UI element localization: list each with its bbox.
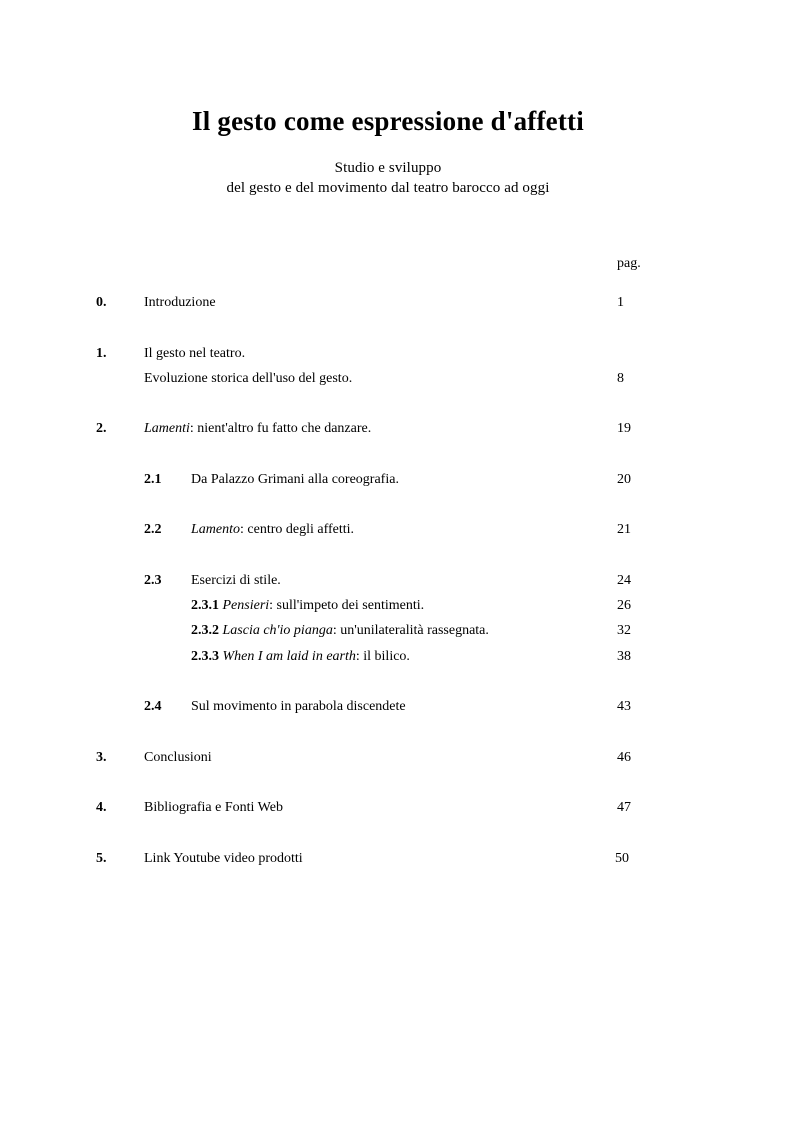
toc-entry-gesto-teatro-line2 <box>0 369 793 389</box>
toc-entry-2-3 <box>0 571 793 591</box>
toc-entry-page: 38 <box>617 649 631 664</box>
toc-entry-title <box>144 419 371 439</box>
toc-entry-bibliografia <box>0 798 793 818</box>
toc-entry-2-3-2 <box>0 621 793 641</box>
toc-entry-number: 2. <box>96 421 107 436</box>
toc-entry-title: Sul movimento in parabola discendete <box>191 699 406 714</box>
toc-entry-title-continuation: Evoluzione storica dell'uso del gesto. <box>144 371 353 386</box>
toc-entry-italic: Lamenti <box>144 421 190 436</box>
toc-entry-2-3-1 <box>0 596 793 616</box>
toc-entry-page: 26 <box>617 598 631 613</box>
toc-entry-page: 50 <box>615 851 629 866</box>
toc-entry-title <box>191 647 410 667</box>
toc-entry-title <box>191 621 489 641</box>
toc-entry-title-rest: : un'unilateralità rassegnata. <box>332 623 489 638</box>
toc-entry-link-youtube <box>0 849 793 869</box>
toc-entry-lamenti <box>0 419 793 439</box>
toc-entry-page: 19 <box>617 421 631 436</box>
toc-entry-number: 2.3.3 <box>191 649 219 664</box>
document-subtitle-line2: del gesto e del movimento dal teatro barocco ad oggi <box>226 180 550 196</box>
toc-entry-number: 2.2 <box>144 522 162 537</box>
toc-entry-page: 43 <box>617 699 631 714</box>
toc-entry-page: 20 <box>617 472 631 487</box>
toc-entry-title: Esercizi di stile. <box>191 573 281 588</box>
toc-entry-page: 47 <box>617 800 631 815</box>
toc-entry-page: 8 <box>617 371 624 386</box>
toc-entry-page: 46 <box>617 750 631 765</box>
toc-entry-title: Link Youtube video prodotti <box>144 851 303 866</box>
toc-entry-number: 2.3.1 <box>191 598 219 613</box>
toc-entry-introduzione <box>0 293 793 313</box>
toc-entry-title: Introduzione <box>144 295 216 310</box>
toc-entry-2-3-3 <box>0 647 793 667</box>
toc-entry-number: 2.4 <box>144 699 162 714</box>
toc-entry-italic: Lamento <box>191 522 240 537</box>
toc-entry-page: 21 <box>617 522 631 537</box>
toc-entry-title-rest: : centro degli affetti. <box>240 522 355 537</box>
toc-entry-number: 3. <box>96 750 107 765</box>
toc-entry-conclusioni <box>0 748 793 768</box>
toc-entry-number: 2.3.2 <box>191 623 219 638</box>
page-column-header: pag. <box>617 256 641 271</box>
toc-entry-title: Da Palazzo Grimani alla coreografia. <box>191 472 399 487</box>
toc-entry-title <box>191 520 354 540</box>
toc-entry-title-rest: : il bilico. <box>355 649 410 664</box>
toc-entry-title: Conclusioni <box>144 750 212 765</box>
toc-entry-2-1 <box>0 470 793 490</box>
toc-entry-italic: Pensieri <box>222 598 270 613</box>
toc-entry-title: Bibliografia e Fonti Web <box>144 800 283 815</box>
toc-entry-italic: When I am laid in earth <box>222 649 356 664</box>
toc-entry-number: 2.1 <box>144 472 162 487</box>
toc-entry-title: Il gesto nel teatro. <box>144 346 246 361</box>
toc-entry-title-rest: : sull'impeto dei sentimenti. <box>269 598 425 613</box>
toc-entry-number: 5. <box>96 851 107 866</box>
toc-entry-title-rest: : nient'altro fu fatto che danzare. <box>189 421 372 436</box>
toc-entry-number: 1. <box>96 346 107 361</box>
toc-entry-number: 2.3 <box>144 573 162 588</box>
toc-entry-2-2 <box>0 520 793 540</box>
toc-entry-2-4 <box>0 697 793 717</box>
toc-entry-page: 1 <box>617 295 624 310</box>
toc-entry-page: 32 <box>617 623 631 638</box>
toc-entry-gesto-teatro <box>0 344 793 364</box>
toc-entry-number: 0. <box>96 295 107 310</box>
toc-entry-title <box>191 596 424 616</box>
toc-entry-number: 4. <box>96 800 107 815</box>
document-subtitle-line1: Studio e sviluppo <box>334 160 442 176</box>
toc-page-header-row <box>0 254 793 274</box>
toc-entry-italic: Lascia ch'io pianga <box>222 623 333 638</box>
toc-entry-page: 24 <box>617 573 631 588</box>
document-title: Il gesto come espressione d'affetti <box>192 106 584 136</box>
